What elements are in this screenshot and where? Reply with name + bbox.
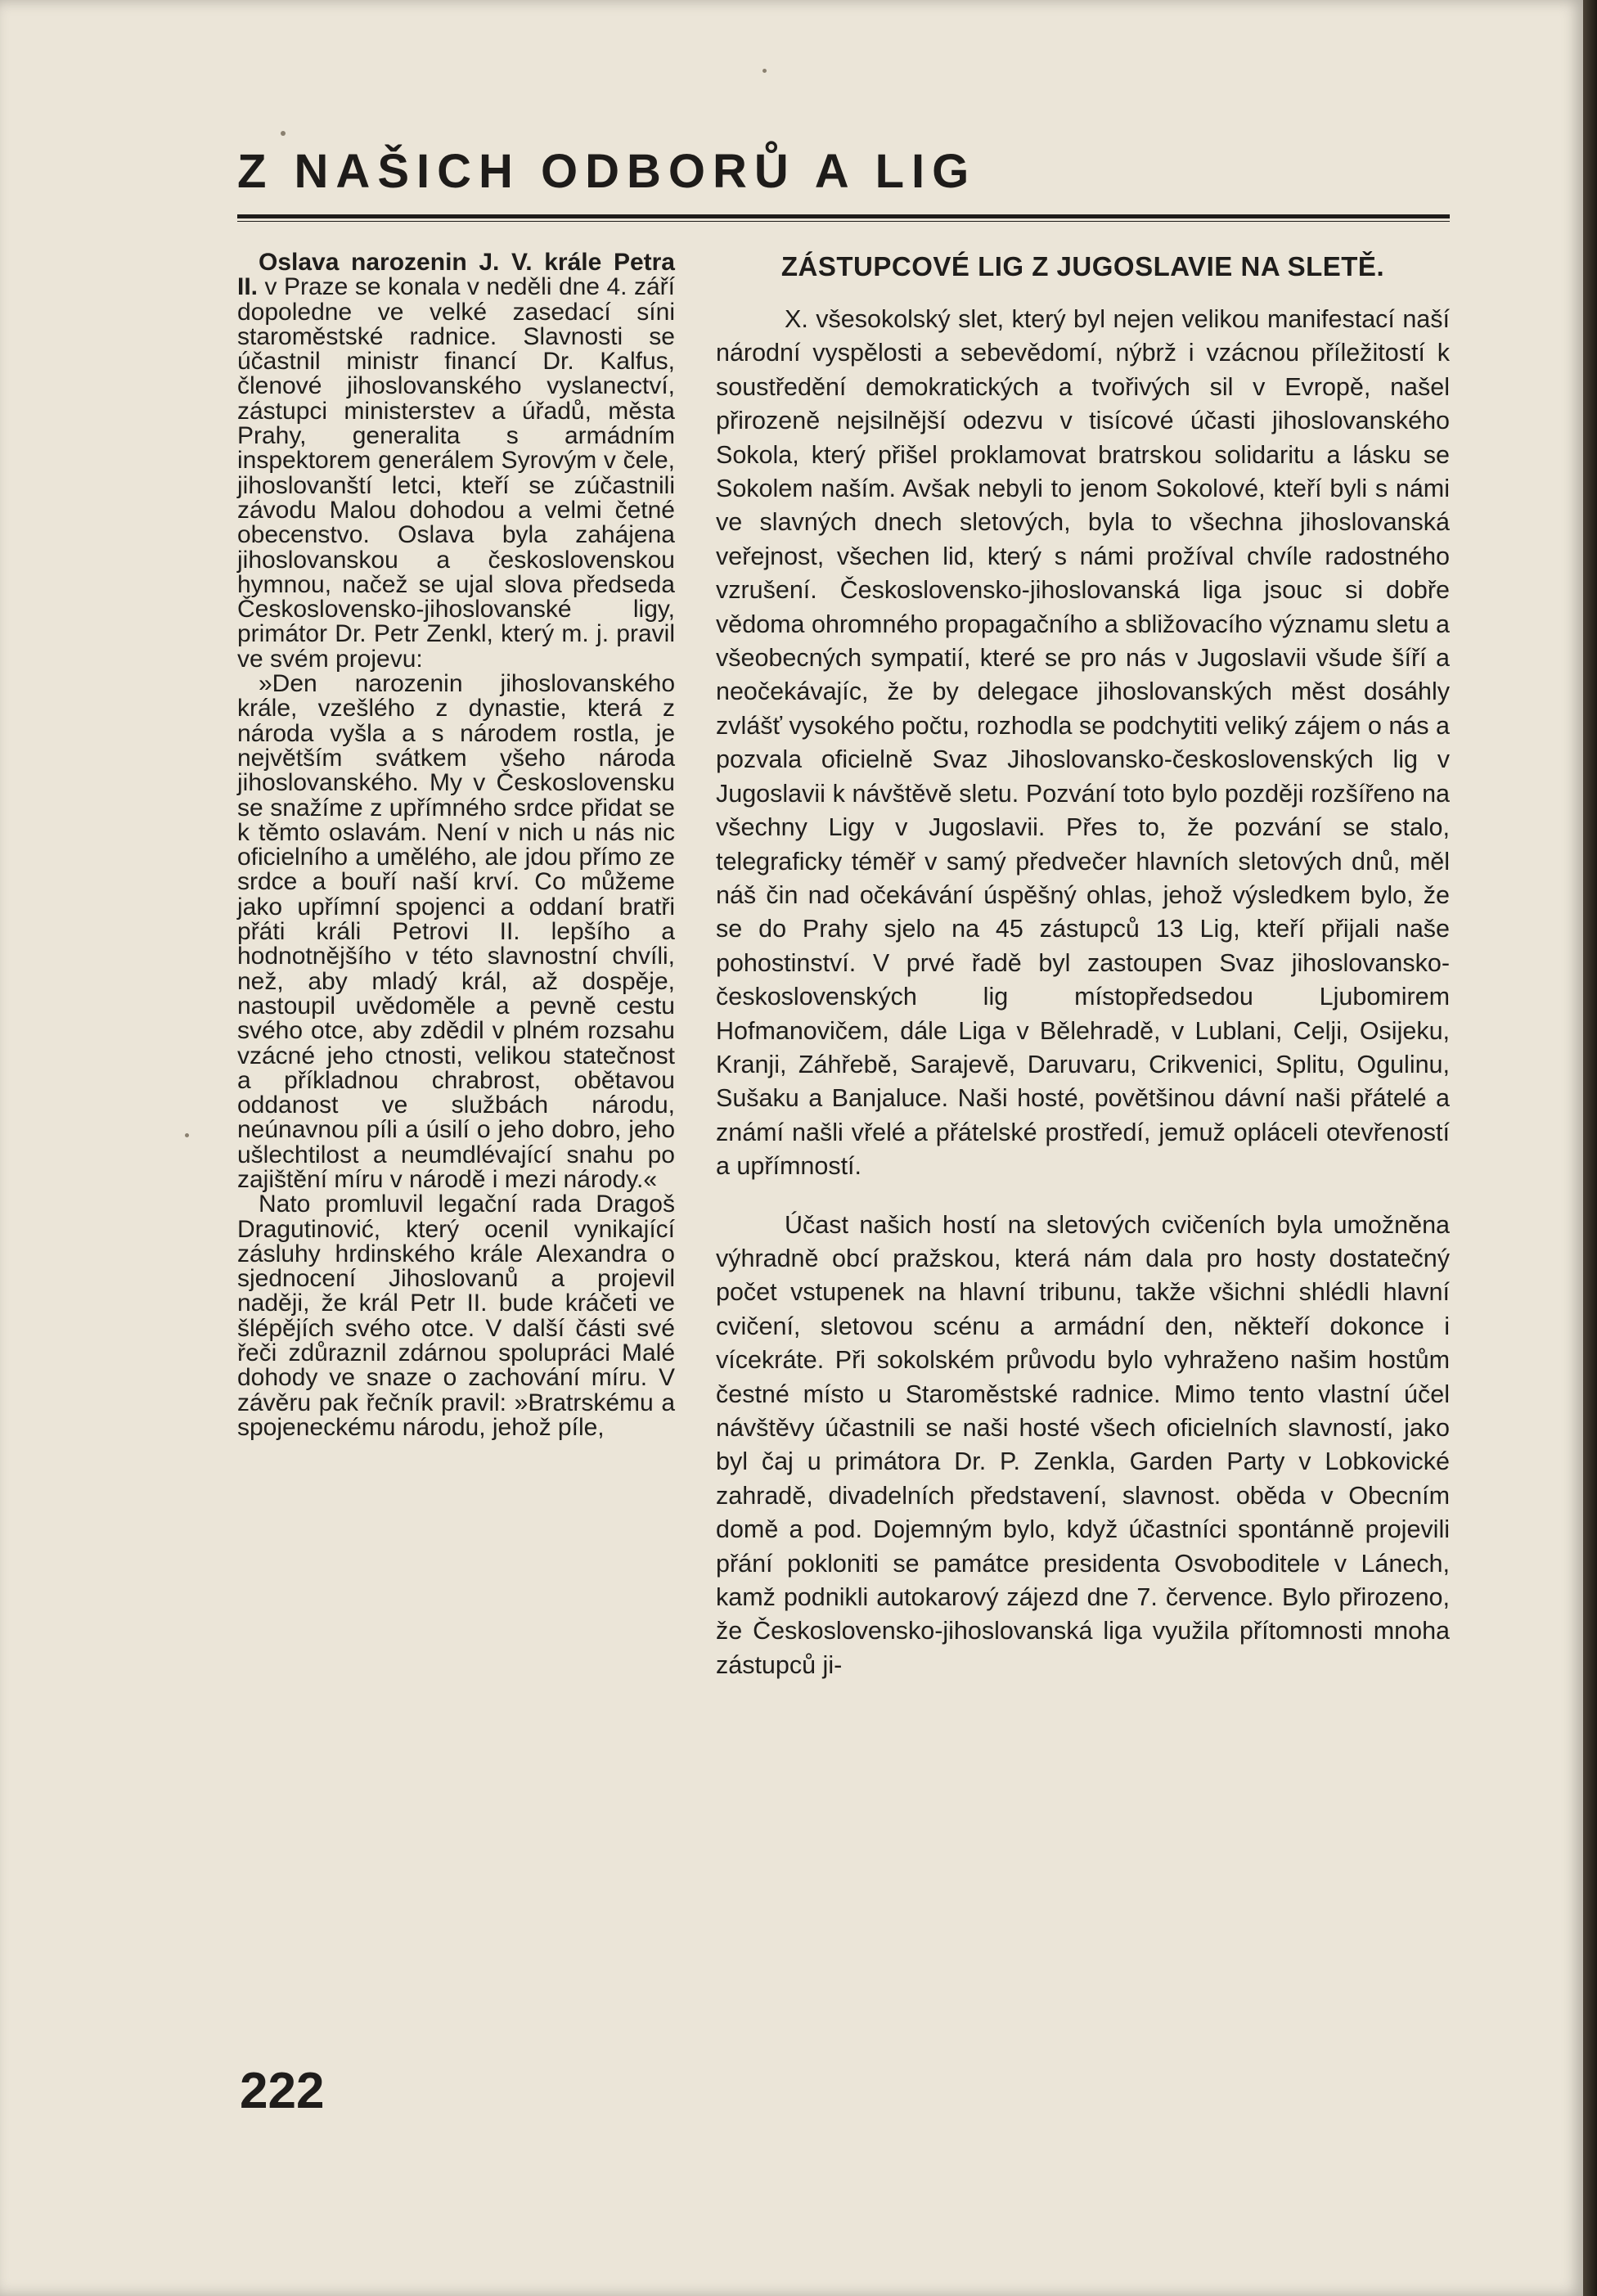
print-speck bbox=[763, 69, 767, 73]
book-spine-edge bbox=[1583, 0, 1597, 2296]
article-lead: Oslava narozenin J. V. krále Petra II. bbox=[237, 249, 675, 301]
right-paragraph-1: X. všesokolský slet, který byl nejen velikou manifestací naší národní vyspělosti a sebevědomí, nýbrž i vzácnou příležitostí k soustředění demokratických a tvořivých sil v Evropě, našel přirozeně nejsilnější odezvu v tisícové účasti jihoslovanského Sokola, který přišel proklamovat bratrskou solidaritu a lásku se Sokolem naším. Avšak nebyli to jenom Sokolové, kteří byli s námi ve slavných dnech sletových, byla to všechna jihoslovanská veřejnost, všechen lid, který s námi prožíval chvíle radostného vzrušení. Československo-jihoslovanská liga jsouc si dobře vědoma ohromného propagačního a sbližovacího významu sletu a všeobecných sympatií, které se pro nás v Jugoslavii všude šíří a neočekávajíc, že by delegace jihoslovanských měst dosáhly zvlášť vysokého počtu, rozhodla se podchytiti veliký zájem o nás a pozvala oficielně Svaz Jihoslovansko-československých lig v Jugoslavii k návštěvě sletu. Pozvání toto bylo později rozšířeno na všechny Ligy v Jugoslavii. Přes to, že pozvání se stalo, telegraficky téměř v samý předvečer hlavních sletových dnů, měl náš čin nad očekávání úspěšný ohlas, jehož výsledkem bylo, že se do Prahy sjelo na 45 zástupců 13 Lig, kteří přijali naše pohostinství. V prvé řadě byl zastoupen Svaz jihoslovansko-československých lig místopředsedou Ljubomirem Hofmanovičem, dále Liga v Bělehradě, v Lublani, Celji, Osijeku, Kranji, Záhřebě, Sarajevě, Daruvaru, Crikvenici, Splitu, Ogulinu, Sušaku a Banjaluce. Naši hosté, povětšinou dávní naši přátelé a známí našli vřelé a přátelské prostředí, jemuž opláceli otevřeností a upřímností. bbox=[716, 305, 1450, 1181]
left-paragraph-2: »Den narozenin jihoslovanského krále, vzešlého z dynastie, která z národa vyšla a s národem rostla, je největším svátkem všeho národa jihoslovanského. My v Československu se snažíme z upřímného srdce přidat se k těmto oslavám. Není v nich u nás nic oficielního a umělého, ale jdou přímo ze srdce a bouří naší krví. Co můžeme jako upřímní spojenci a oddaní bratři přáti králi Petrovi II. lepšího a hodnotnějšího v této slavnostní chvíli, než, aby mladý král, až dospěje, nastoupil uvědoměle a pevně cestu svého otce, aby zdědil v plném rozsahu vzácné jeho ctnosti, velikou statečnost a příkladnou chrabrost, obětavou oddanost ve službách národu, neúnavnou píli a úsilí o jeho dobro, jeho ušlechtilost a neumdlévající snahu po zajištění míru v národě i mezi národy.« bbox=[237, 670, 675, 1193]
page-number: 222 bbox=[240, 2063, 325, 2119]
left-paragraph-1-text: v Praze se konala v neděli dne 4. září dopoledne ve velké zasedací síni staroměstské radnice. Slavnosti se účastnil ministr financí Dr. Kalfus, členové jihoslovanského vyslanectví, zástupci ministerstev a úřadů, města Prahy, generalita s armádním inspektorem generálem Syrovým v čele, jihoslovanští letci, kteří se zúčastnili závodu Malou dohodou a velmi četné obecenstvo. Oslava byla zahájena jihoslovanskou a československou hymnou, načež se ujal slova předseda Československo-jihoslovanské ligy, primátor Dr. Petr Zenkl, který m. j. pravil ve svém projevu: bbox=[237, 273, 675, 673]
right-paragraph-2: Účast našich hostí na sletových cvičeních byla umožněna výhradně obcí pražskou, která nám dala pro hosty dostatečný počet vstupenek na hlavní tribunu, takže všichni shlédli hlavní cvičení, sletovou scénu a armádní den, někteří dokonce i vícekráte. Při sokolském průvodu bylo vyhraženo našim hostům čestné místo u Staroměstské radnice. Mimo tento vlastní účel návštěvy účastnili se naši hosté všech oficielních slavností, jako byl čaj u primátora Dr. P. Zenkla, Garden Party v Lobkovické zahradě, divadelních představení, slavnost. oběda v Obecním domě a pod. Dojemným bylo, když účastníci spontánně projevili přání pokloniti se památce presidenta Osvoboditele v Lánech, kamž podnikli autokarový zájezd dne 7. července. Bylo přirozeno, že Československo-jihoslovanská liga využila přítomnosti mnoha zástupců ji- bbox=[716, 1210, 1450, 1679]
left-column bbox=[237, 250, 675, 1440]
title-rule-thin bbox=[237, 221, 1450, 222]
print-speck bbox=[185, 1133, 189, 1137]
right-column bbox=[716, 250, 1450, 1682]
left-paragraph-1 bbox=[237, 250, 675, 672]
section-title: Z NAŠICH ODBORŮ A LIG bbox=[237, 145, 977, 198]
title-rule-thick bbox=[237, 214, 1450, 218]
left-paragraph-3: Nato promluvil legační rada Dragoš Dragutinović, který ocenil vynikající zásluhy hrdinského krále Alexandra o sjednocení Jihoslovanů a projevil naději, že král Petr II. bude kráčeti ve šlépějích svého otce. V další části své řeči zdůraznil zdárnou spolupráci Malé dohody ve snaze o zachování míru. V závěru pak řečník pravil: »Bratrskému a spojeneckému národu, jehož píle, bbox=[237, 1191, 675, 1441]
article-heading: ZÁSTUPCOVÉ LIG Z JUGOSLAVIE NA SLETĚ. bbox=[781, 251, 1385, 281]
print-speck bbox=[281, 131, 286, 136]
